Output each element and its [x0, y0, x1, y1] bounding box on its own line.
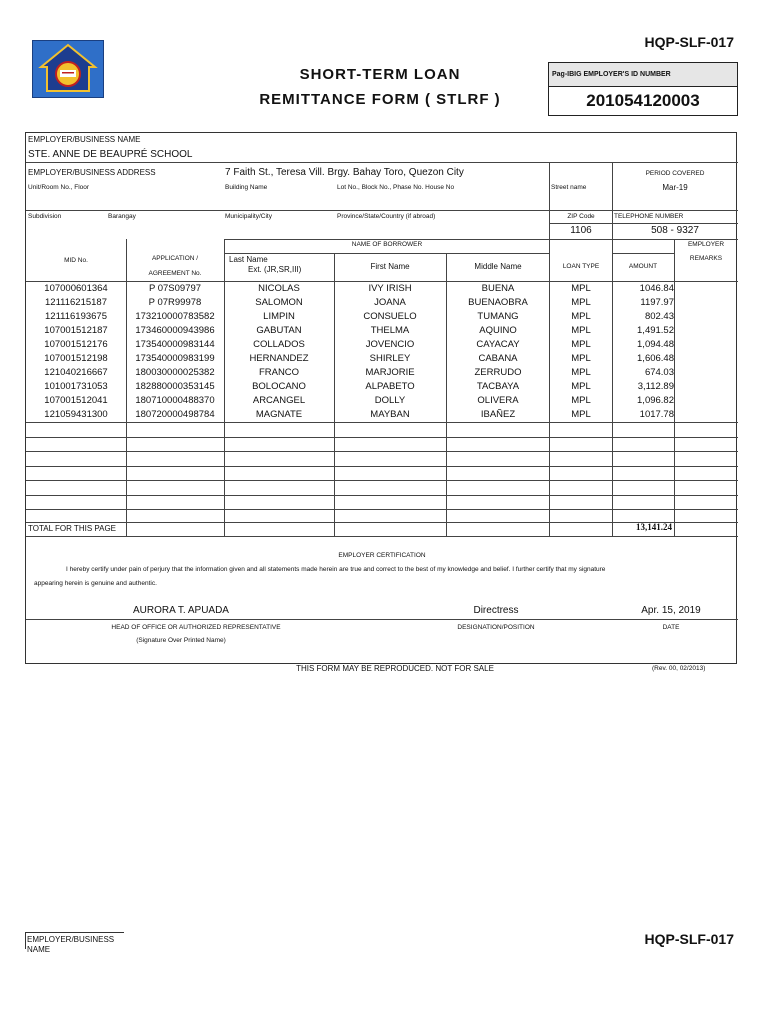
zip-label: ZIP Code: [567, 213, 595, 220]
phone-number[interactable]: 508 - 9327: [651, 225, 699, 236]
subdivision-label: Subdivision: [28, 213, 62, 220]
cell-loan-type[interactable]: MPL: [571, 409, 591, 420]
table-row: [26, 394, 738, 408]
cell-last[interactable]: FRANCO: [258, 367, 300, 378]
cell-last[interactable]: BOLOCANO: [252, 381, 306, 392]
cell-app[interactable]: P 07S09797: [148, 283, 202, 294]
cell-last[interactable]: HERNANDEZ: [249, 353, 309, 364]
footer-note: THIS FORM MAY BE REPRODUCED. NOT FOR SALE: [296, 664, 494, 673]
cell-first[interactable]: DOLLY: [374, 395, 406, 406]
period-label: PERIOD COVERED: [645, 170, 705, 177]
cell-middle[interactable]: OLIVERA: [477, 395, 519, 406]
cell-loan-type[interactable]: MPL: [571, 367, 591, 378]
cell-middle[interactable]: CAYACAY: [476, 339, 520, 350]
date-label: DATE: [662, 624, 680, 631]
grid-line: [26, 451, 738, 452]
cell-last[interactable]: ARCANGEL: [252, 395, 306, 406]
signature-sub-label: (Signature Over Printed Name): [136, 637, 226, 644]
cell-middle[interactable]: TUMANG: [477, 311, 519, 322]
signatory-position[interactable]: Directress: [473, 605, 519, 616]
table-row: [26, 310, 738, 324]
unit-label: Unit/Room No., Floor: [28, 184, 90, 191]
cell-middle[interactable]: ZERRUDO: [474, 367, 522, 378]
cell-last[interactable]: COLLADOS: [253, 339, 305, 350]
certification-text-2: appearing herein is genuine and authentic.: [34, 580, 157, 587]
remarks-header-line1: EMPLOYER: [687, 241, 725, 248]
cell-first[interactable]: ALPABETO: [365, 381, 415, 392]
cell-app[interactable]: 180710000488370: [135, 395, 215, 406]
cell-mid[interactable]: 107001512187: [44, 325, 108, 336]
house-logo-icon: [33, 41, 103, 97]
cell-mid[interactable]: 107000601364: [44, 283, 108, 294]
cell-amount[interactable]: 1,096.82: [637, 395, 674, 406]
last-name-header: Last Name: [229, 255, 268, 264]
cell-first[interactable]: CONSUELO: [363, 311, 417, 322]
cell-middle[interactable]: BUENAOBRA: [468, 297, 528, 308]
cell-loan-type[interactable]: MPL: [571, 297, 591, 308]
cell-mid[interactable]: 121059431300: [44, 409, 108, 420]
employer-id-box: [548, 62, 738, 116]
employer-id-label: Pag-IBIG EMPLOYER'S ID NUMBER: [549, 63, 737, 87]
cell-app[interactable]: P 07R99978: [148, 297, 202, 308]
employer-id-number[interactable]: 201054120003: [586, 91, 700, 110]
bottom-employer-box: [25, 932, 124, 954]
loan-type-header: LOAN TYPE: [562, 263, 600, 270]
cell-middle[interactable]: AQUINO: [479, 325, 517, 336]
form-title-line2: REMITTANCE FORM ( STLRF ): [259, 91, 501, 108]
grid-line: [26, 422, 738, 423]
employer-name[interactable]: STE. ANNE DE BEAUPRÉ SCHOOL: [28, 149, 193, 160]
cell-mid[interactable]: 107001512176: [44, 339, 108, 350]
cell-first[interactable]: MAYBAN: [370, 409, 410, 420]
cell-middle[interactable]: CABANA: [478, 353, 518, 364]
grid-line: [26, 495, 738, 496]
cell-mid[interactable]: 121116193675: [45, 311, 107, 322]
cell-loan-type[interactable]: MPL: [571, 283, 591, 294]
province-label: Province/State/Country (if abroad): [337, 213, 436, 220]
cell-app[interactable]: 180030000025382: [135, 367, 215, 378]
remittance-form: [25, 132, 737, 664]
building-label: Building Name: [225, 184, 268, 191]
amount-header: AMOUNT: [628, 263, 658, 270]
cell-amount[interactable]: 1,094.48: [637, 339, 674, 350]
bottom-employer-label: EMPLOYER/BUSINESS NAME: [27, 935, 115, 954]
grid-line: [26, 466, 738, 467]
form-title-line1: SHORT-TERM LOAN: [299, 66, 461, 83]
signature-date[interactable]: Apr. 15, 2019: [641, 605, 701, 616]
form-code: HQP-SLF-017: [644, 34, 734, 50]
cell-mid[interactable]: 107001512041: [44, 395, 108, 406]
bottom-form-code: HQP-SLF-017: [644, 931, 734, 947]
cell-loan-type[interactable]: MPL: [571, 311, 591, 322]
cell-last[interactable]: SALOMON: [255, 297, 303, 308]
cell-app[interactable]: 173210000783582: [135, 311, 215, 322]
employer-name-label: EMPLOYER/BUSINESS NAME: [28, 135, 141, 144]
position-label: DESIGNATION/POSITION: [457, 624, 535, 631]
middle-name-header: Middle Name: [474, 262, 522, 271]
cell-mid[interactable]: 107001512198: [44, 353, 108, 364]
cell-amount[interactable]: 1197.97: [640, 297, 674, 308]
cell-loan-type[interactable]: MPL: [571, 339, 591, 350]
cell-amount[interactable]: 802.43: [644, 311, 674, 322]
cell-amount[interactable]: 1,491.52: [637, 325, 674, 336]
cell-first[interactable]: JOANA: [374, 297, 406, 308]
zip-code[interactable]: 1106: [570, 225, 592, 236]
cell-last[interactable]: MAGNATE: [255, 409, 303, 420]
cell-loan-type[interactable]: MPL: [571, 381, 591, 392]
cell-app[interactable]: 173460000943986: [135, 325, 215, 336]
employer-address-label: EMPLOYER/BUSINESS ADDRESS: [28, 168, 156, 177]
period-covered[interactable]: Mar-19: [662, 183, 688, 192]
certification-heading: EMPLOYER CERTIFICATION: [338, 552, 426, 559]
cell-first[interactable]: IVY IRISH: [368, 283, 412, 294]
cell-app[interactable]: 182880000353145: [135, 381, 215, 392]
cell-first[interactable]: MARJORIE: [365, 367, 415, 378]
mid-header: MID No.: [64, 257, 88, 264]
table-row: [26, 296, 738, 310]
cell-last[interactable]: LIMPIN: [263, 311, 295, 322]
revision-note: (Rev. 00, 02/2013): [652, 665, 706, 672]
cell-app[interactable]: 173540000983199: [135, 353, 215, 364]
cell-loan-type[interactable]: MPL: [571, 395, 591, 406]
table-row: [26, 282, 738, 296]
cell-middle[interactable]: IBAÑEZ: [480, 409, 516, 420]
cell-app[interactable]: 180720000498784: [135, 409, 215, 420]
remarks-header-line2: REMARKS: [689, 255, 723, 262]
cell-amount[interactable]: 1017.78: [639, 409, 674, 420]
table-row: [26, 408, 738, 422]
cell-first[interactable]: THELMA: [370, 325, 410, 336]
cell-last[interactable]: GABUTAN: [256, 325, 302, 336]
grid-line: [26, 437, 738, 438]
cell-first[interactable]: JOVENCIO: [365, 339, 415, 350]
first-name-header: First Name: [370, 262, 410, 271]
borrower-header: NAME OF BORROWER: [351, 241, 423, 248]
barangay-label: Barangay: [108, 213, 136, 220]
cell-first[interactable]: SHIRLEY: [369, 353, 411, 364]
total-label: TOTAL FOR THIS PAGE: [28, 524, 117, 533]
phone-label: TELEPHONE NUMBER: [614, 213, 684, 220]
municipality-label: Municipality/City: [225, 213, 272, 220]
pagibig-logo: [32, 40, 104, 98]
certification-text-1: I hereby certify under pain of perjury that the information given and all statements made herein are true and correct to the best of my knowledge and belief. I further certify that my signature: [66, 566, 606, 573]
table-row: [26, 338, 738, 352]
employer-address[interactable]: 7 Faith St., Teresa Vill. Brgy. Bahay Toro, Quezon City: [225, 167, 464, 178]
cell-last[interactable]: NICOLAS: [258, 283, 300, 294]
signature-label: HEAD OF OFFICE OR AUTHORIZED REPRESENTATIVE: [111, 624, 281, 631]
cell-mid[interactable]: 121116215187: [45, 297, 107, 308]
app-header-line1: APPLICATION /: [151, 255, 199, 262]
cell-middle[interactable]: BUENA: [481, 283, 515, 294]
cell-mid[interactable]: 101001731053: [44, 381, 108, 392]
cell-middle[interactable]: TACBAYA: [476, 381, 520, 392]
table-row: [26, 366, 738, 380]
lot-label: Lot No., Block No., Phase No. House No: [337, 184, 455, 191]
street-label: Street name: [551, 184, 587, 191]
cell-app[interactable]: 173540000983144: [135, 339, 215, 350]
table-row: [26, 324, 738, 338]
table-row: [26, 352, 738, 366]
grid-line: [26, 480, 738, 481]
app-header-line2: AGREEMENT No.: [148, 270, 202, 277]
cell-amount[interactable]: 1,606.48: [637, 353, 674, 364]
signatory-name[interactable]: AURORA T. APUADA: [133, 605, 229, 616]
cell-mid[interactable]: 121040216667: [44, 367, 108, 378]
cell-amount[interactable]: 1046.84: [639, 283, 674, 294]
grid-line: [26, 509, 738, 510]
total-amount[interactable]: 13,141.24: [636, 522, 672, 532]
cell-amount[interactable]: 3,112.89: [637, 381, 674, 392]
cell-amount[interactable]: 674.03: [644, 367, 674, 378]
last-name-ext-header: Ext. (JR,SR,III): [248, 265, 302, 274]
table-row: [26, 380, 738, 394]
cell-loan-type[interactable]: MPL: [571, 353, 591, 364]
cell-loan-type[interactable]: MPL: [571, 325, 591, 336]
